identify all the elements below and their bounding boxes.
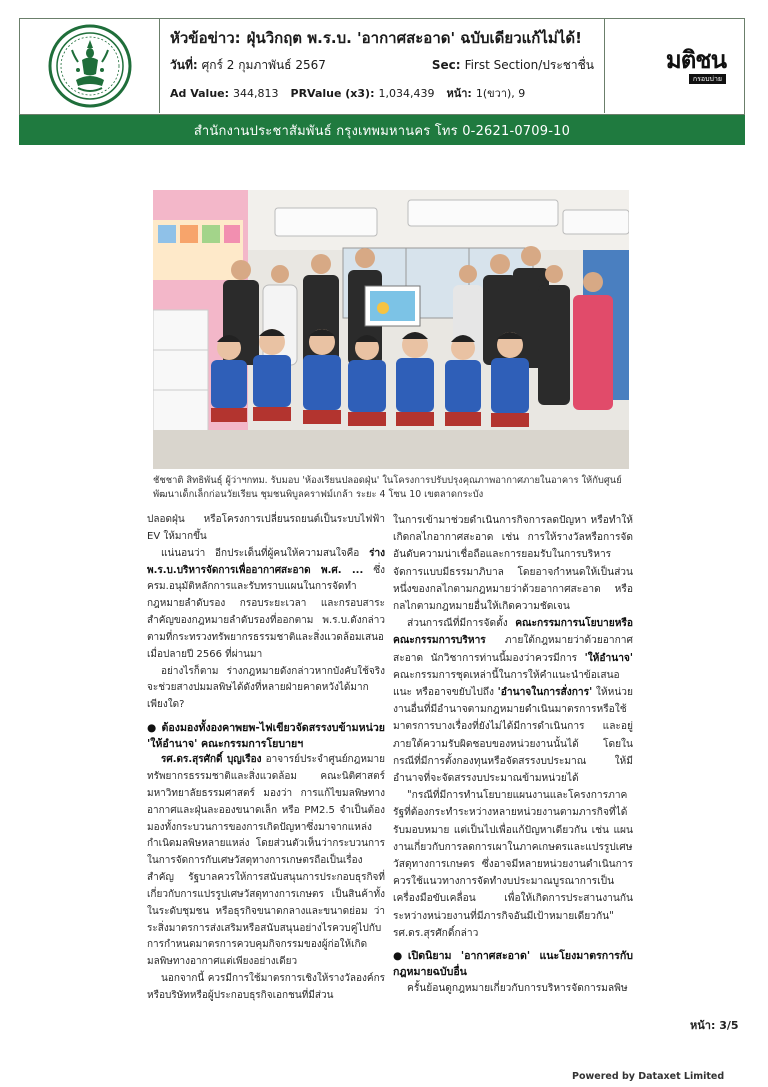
bangkok-metropolitan-seal-icon [48,24,132,108]
left-p4-person: รศ.ดร.สุรศักดิ์ บุญเรือง [161,754,262,766]
pr-value: 1,034,439 [378,87,435,100]
left-p2-intro: แน่นอนว่า อีกประเด็นที่ผู้คนให้ความสนใจคือ [161,547,370,559]
right-p2-authority: 'อำนาจในการสั่งการ' [497,687,593,699]
logo-edition-tag: กรอบบ่าย [689,74,726,84]
page-number [690,1016,739,1034]
page-value: 1(ขวา), 9 [475,87,526,100]
newspaper-logo [605,19,744,113]
left-paragraph-1: ปลอดฝุ่น หรือโครงการเปลี่ยนรถยนต์เป็นระบบไฟฟ้า EV ให้มากขึ้น [147,514,385,542]
subhead-1: ●ต้องมองทั้งองคาพยพ-ไฟเขียวจัดสรรงบข้ามหน่วย 'ให้อำนาจ' คณะกรรมการโยบายฯ [147,722,385,751]
right-paragraph-2 [393,615,633,787]
classroom-photo-illustration [153,190,629,469]
contact-bar: สำนักงานประชาสัมพันธ์ กรุงเทพมหานคร โทร 0-2621-0709-10 [19,115,745,145]
section-label: Sec: [431,58,461,72]
left-paragraph-5: นอกจากนี้ ควรมีการใช้มาตรการเชิงให้รางวัลองค์กรหรือบริษัทหรือผู้ประกอบธุรกิจเอกชนที่มีส่วน [147,973,385,1001]
date-group [170,56,326,75]
seal-cell [20,19,160,113]
page-number-value: 3/5 [719,1019,739,1032]
right-paragraph-4: ครั้นย้อนดูกฎหมายเกี่ยวกับการบริหารจัดการมลพิษ [407,983,628,995]
right-paragraph-1: ในการเข้ามาช่วยดำเนินการกิจการลดปัญหา หรือทำให้เกิดกลไกอากาศสะอาด เช่น การให้รางวัลหรือการจัดอันดับความน่าเชื่อถือและการยอมรับในการบริหารจัดการแบบมีธรรมาภิบาล โดยอาจกำหนดให้เป็นส่วนหนึ่งของกลไกตามกฎหมายว่าด้วยอากาศสะอาด หรือกลไกตามกฎหมายอื่นให้เกิดความชัดเจน [393,515,633,613]
page-label: หน้า: [446,87,472,100]
section-value: First Section/ประชาชื่น [464,58,594,72]
pr-value-label: PRValue (x3): [290,87,375,100]
right-paragraph-3 [393,787,633,942]
subhead-2: ●เปิดนิยาม 'อากาศสะอาด' แนะโยงมาตรการกับกฎหมายฉบับอื่น [393,950,633,979]
right-p3-attribution: รศ.ดร.สุรศักดิ์กล่าว [393,927,479,939]
right-p3-quote: "กรณีที่มีการทำนโยบายแผนงานและโครงการภาครัฐที่ต้องกระทำระหว่างหลายหน่วยงานตามภารกิจที่ได้รับมอบหมาย แต่เป็นไปเพื่อแก้ปัญหาเดียวกัน เช่น แผนงานเกี่ยวกับการลดการเผาในภาคเกษตรและแปรรูปเศษวัสดุทางการเกษตร ซึ่งอาจมีหลายหน่วยงานดำเนินการ ควรใช้แนวทางการจัดทำงบประมาณบูรณาการเป็นเครื่องมือขับเคลื่อน เพื่อให้เกิดการประสานงานกันระหว่างหน่วยงานที่มีภารกิจอันมีเป้าหมายเดียวกัน" [393,790,633,922]
right-p2-empower: 'ให้อำนาจ' [584,652,633,664]
photo-caption: ชัชชาติ สิทธิพันธุ์ ผู้ว่าฯกทม. รับมอบ 'ห้องเรียนปลอดฝุ่น' ในโครงการปรับปรุงคุณภาพอากาศภายในอาคาร ให้กับศูนย์พัฒนาเด็กเล็กก่อนวัยเรียน ชุมชนพิบูลคราฟม์เกล้า ระยะ 4 โซน 10 เขตลาดกระบัง [153,475,622,500]
news-photo [153,190,629,469]
left-paragraph-3: อย่างไรก็ตาม ร่างกฎหมายดังกล่าวหากบังคับใช้จริงจะช่วยสางปมมลพิษได้ดังที่หลายฝ่ายคาดหวังได้มากเพียงใด? [147,665,385,711]
header-box [19,18,745,115]
left-paragraph-2 [147,546,385,664]
right-p2-intro: ส่วนการณีที่มีการจัดตั้ง [407,618,516,630]
left-p4-body: อาจารย์ประจำศูนย์กฎหมายทรัพยากรธรรมชาติและสิ่งแวดล้อม คณะนิติศาสตร์ มหาวิทยาลัยธรรมศาสตร์ มองว่า การแก้ไขมลพิษทางอากาศและฝุ่นละอองขนาดเล็ก หรือ PM2.5 จำเป็นต้องมองทั้งกระบวนการของการเกิดปัญหาซึ่งมาจากแหล่งกำเนิดมลพิษหลายแหล่ง โดยส่วนตัวเห็นว่ากระบวนการในการจัดการกับเศษวัสดุทางการเกษตรถือเป็นเรื่องสำคัญ รัฐบาลควรให้การสนับสนุนการประกอบธุรกิจที่เกี่ยวกับการแปรรูปเศษวัสดุทางการเกษตร เป็นสินค้าทั้งในระดับชุมชน หรือธุรกิจขนาดกลางและขนาดย่อม ว่าระสิ่งมาตรการส่งเสริมหรือสนับสนุนอย่างไรควบคู่ไปกับการกำหนดมาตรการควบคุมกิจกรรมของผู้ก่อให้เกิดมลพิษทางอากาศแต่เพียงอย่างเดียว [147,754,385,968]
left-paragraph-4 [147,752,385,971]
headline: ฝุ่นวิกฤต พ.ร.บ. 'อากาศสะอาด' ฉบับเดียวแก้ไม่ได้! [246,29,582,47]
right-p2-committee: คณะกรรมการนโยบายหรือคณะกรรมการบริหาร [393,618,633,647]
left-p2-bill-name: ร่าง พ.ร.บ.บริหารจัดการเพื่ออากาศสะอาด พ.ศ. ... [147,547,385,576]
values-row [170,84,594,102]
right-p2-body: ให้หน่วยงานอื่นที่มีอำนาจตามกฎหมายดำเนินมาตรการหรือใช้มาตรการบางเรื่องที่ยังไม่ได้มีการดำเนินการ และอยู่ภายใต้ความรับผิดชอบของหน่วยงานนั้นได้ โดยในกรณีที่มีการตั้งกองทุนหรือจัดสรรงบประมาณ ให้มีอำนาจที่จะจัดสรรงบประมาณข้ามหน่วยได้ [393,687,633,785]
logo-word: มติชน [665,45,726,74]
article-column-left [147,512,385,1005]
powered-by: Powered by Dataxet Limited [572,1071,725,1082]
ad-value: 344,813 [233,87,279,100]
article-column-right [393,512,633,997]
date-label: วันที่: [170,58,198,72]
headline-row [170,26,594,50]
section-group [432,56,594,75]
headline-label: หัวข้อข่าว: [170,29,241,47]
date-value: ศุกร์ 2 กุมภาพันธ์ 2567 [201,58,326,72]
page-number-label: หน้า: [690,1019,716,1032]
right-p2-mid2: คณะกรรมการชุดเหล่านี้ในการให้คำแนะนำข้อเสนอแนะ หรืออาจขยับไปถึง [393,669,620,699]
clipping-header [19,18,745,145]
left-p2-body: ซึ่ง ครม.อนุมัติหลักการและรับทราบแผนในการจัดทำกฎหมายลำดับรอง กรอบระยะเวลา และกรอบสาระสำคัญของกฎหมายลำดับรองที่ออกตาม พ.ร.บ.ดังกล่าว ตามที่กระทรวงทรัพยากรธรรมชาติและสิ่งแวดล้อมเสนอเมื่อปลายปี 2566 ที่ผ่านมา [147,564,385,660]
right-p2-mid: ภายใต้กฎหมายว่าด้วยอากาศสะอาด นักวิชาการท่านนี้มองว่าควรมีการ [393,635,633,664]
date-row [170,56,594,75]
ad-value-label: Ad Value: [170,87,230,100]
clipping-info [160,19,605,113]
